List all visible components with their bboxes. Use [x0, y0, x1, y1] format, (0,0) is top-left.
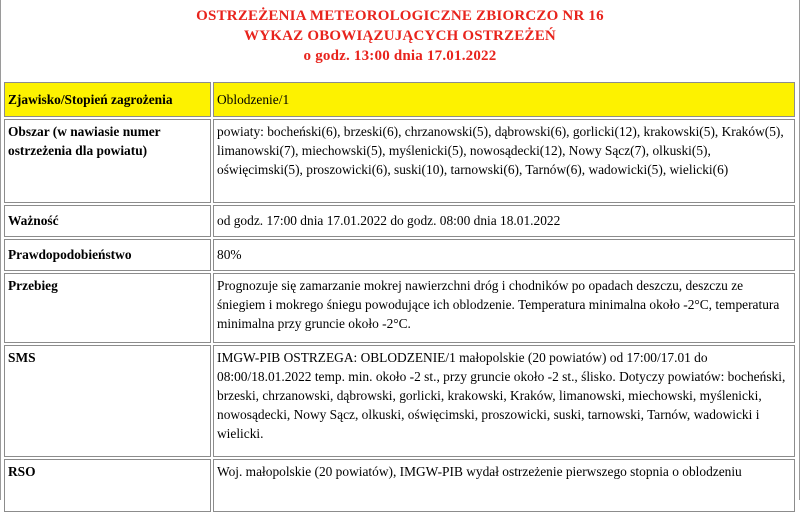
table-row-phenomenon [4, 82, 795, 117]
table-row-probability [4, 239, 795, 271]
header-subtitle: WYKAZ OBOWIĄZUJĄCYCH OSTRZEŻEŃ [244, 28, 556, 44]
table-row-rso [4, 459, 795, 512]
table-row-sms [4, 345, 795, 457]
warning-header [0, 0, 800, 76]
table-row-validity [4, 205, 795, 237]
row-label-course: Przebieg [4, 273, 211, 343]
row-value-probability: 80% [213, 239, 795, 271]
header-title: OSTRZEŻENIA METEOROLOGICZNE ZBIORCZO NR 16 [196, 8, 604, 24]
row-value-course: Prognozuje się zamarzanie mokrej nawierzchni dróg i chodników po opadach deszczu, deszczu ze śniegiem i mokrego śniegu powodujące ich oblodzenie. Temperatura minimalna około -2°C, temperatura minimalna przy gruncie około -2°C. [213, 273, 795, 343]
row-label-sms: SMS [4, 345, 211, 457]
row-label-probability: Prawdopodobieństwo [4, 239, 211, 271]
row-label-area: Obszar (w nawiasie numer ostrzeżenia dla powiatu) [4, 119, 211, 203]
row-value-phenomenon: Oblodzenie/1 [213, 82, 795, 117]
row-label-rso: RSO [4, 459, 211, 512]
row-label-phenomenon: Zjawisko/Stopień zagrożenia [4, 82, 211, 117]
warning-table [2, 80, 797, 514]
row-label-validity: Ważność [4, 205, 211, 237]
row-value-rso: Woj. małopolskie (20 powiatów), IMGW-PIB wydał ostrzeżenie pierwszego stopnia o oblodzeniu [213, 459, 795, 512]
row-value-sms: IMGW-PIB OSTRZEGA: OBLODZENIE/1 małopolskie (20 powiatów) od 17:00/17.01 do 08:00/18.01.2022 temp. min. około -2 st., przy gruncie około -2 st., ślisko. Dotyczy powiatów: bocheński, brzeski, chrzanowski, dąbrowski, gorlicki, krakowski, Kraków, limanowski, miechowski, myślenicki, nowosądecki, Nowy Sącz, olkuski, oświęcimski, proszowicki, suski, tarnowski, Tarnów, wadowicki i wielicki. [213, 345, 795, 457]
table-row-area [4, 119, 795, 203]
row-value-validity: od godz. 17:00 dnia 17.01.2022 do godz. 08:00 dnia 18.01.2022 [213, 205, 795, 237]
table-row-course [4, 273, 795, 343]
row-value-area: powiaty: bocheński(6), brzeski(6), chrzanowski(5), dąbrowski(6), gorlicki(12), krakowski(5), Kraków(5), limanowski(7), miechowski(5), myślenicki(5), nowosądecki(12), Nowy Sącz(7), olkuski(5), oświęcimski(5), proszowicki(6), suski(10), tarnowski(6), Tarnów(6), wadowicki(5), wielicki(6) [213, 119, 795, 203]
header-timestamp: o godz. 13:00 dnia 17.01.2022 [303, 48, 497, 64]
